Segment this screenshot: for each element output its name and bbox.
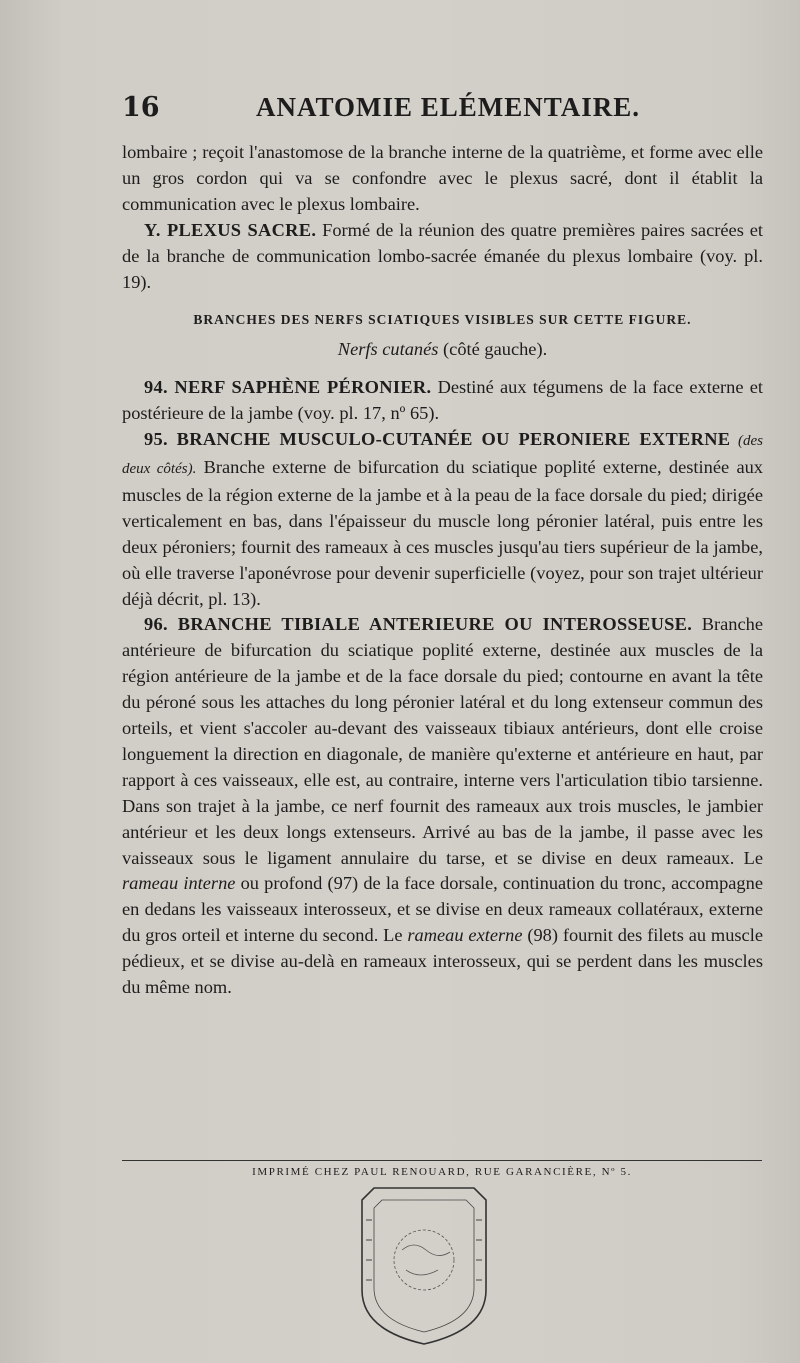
- entry-95-text: Branche externe de bifurcation du sciatique poplité externe, destinée aux muscles de la région externe de la jambe et à la peau de la face dorsale du pied; dirigée verticalement en bas, dans l'épaisseur du muscle long péronier latéral, puis entre les deux péroniers; fournit des rameaux à ces muscles jusqu'au tiers supérieur de la jambe, où elle traverse l'aponévrose pour devenir superficielle (voyez, pour son trajet ultérieur déjà décrit, pl. 13).: [122, 456, 763, 609]
- entry-96-text-c: (98) fournit des filets au muscle pédieux, et se divise au-delà en rameaux interosseux, qui se perdent dans les muscles du même nom.: [122, 925, 763, 998]
- subheading-rest: (côté gauche).: [438, 339, 548, 360]
- entry-96-italic-1: rameau interne: [122, 873, 236, 894]
- intro-paragraph: lombaire ; reçoit l'anastomose de la branche interne de la quatrième, et forme avec elle un gros cordon qui va se confondre avec le plexus sacré, dont il établit la communication avec le plexus lombaire.: [122, 142, 763, 214]
- plexus-label: Y. PLEXUS SACRE.: [144, 219, 317, 240]
- section-subheading: [122, 337, 763, 363]
- entry-96-text-a: Branche antérieure de bifurcation du sciatique poplité externe, destinée aux muscles de la région antérieure de la jambe et de la face dorsale du pied; contourne en avant la tête du péroné sous les attaches du long péronier latéral et du long extenseur commun des orteils, et vient s'accoler au-devant des vaisseaux tibiaux antérieurs, dont elle croise longuement la direction en diagonale, de manière qu'externe et antérieure en haut, par rapport à ces vaisseaux, elle est, au contraire, interne vers l'articulation tibio tarsienne. Dans son trajet à la jambe, ce nerf fournit des rameaux aux trois muscles, le jambier antérieur et les deux longs extenseurs. Arrivé au bas de la jambe, il passe avec les vaisseaux sous le ligament annulaire du tarse, et se divise en deux rameaux. Le: [122, 614, 763, 868]
- entry-95-note: (des deux côtés).: [122, 433, 763, 477]
- library-stamp-icon: [354, 1180, 494, 1348]
- body-text: [122, 140, 763, 1001]
- printer-imprint: IMPRIMÉ CHEZ PAUL RENOUARD, RUE GARANCIÈRE, Nº 5.: [252, 1166, 632, 1178]
- entry-94-text: Destiné aux tégumens de la face externe et postérieure de la jambe (voy. pl. 17, nº 65).: [122, 377, 763, 424]
- entry-94: [122, 375, 763, 427]
- plexus-paragraph: [122, 218, 763, 296]
- entry-96-text-b: ou profond (97) de la face dorsale, continuation du tronc, accompagne en dedans les vaisseaux interosseux, et se divise en deux rameaux collatéraux, externe du gros orteil et interne du second. Le: [122, 873, 763, 946]
- entry-94-label: 94. NERF SAPHÈNE PÉRONIER.: [144, 377, 432, 398]
- entry-95: [122, 427, 763, 612]
- subheading-italic: Nerfs cutanés: [337, 339, 439, 360]
- page-header: [122, 92, 662, 132]
- entry-96: [122, 612, 763, 1001]
- plexus-text: Formé de la réunion des quatre premières paires sacrées et de la branche de communication lombo-sacrée émanée du plexus lombaire (voy. pl. 19).: [122, 219, 763, 292]
- entry-95-label: 95. BRANCHE MUSCULO-CUTANÉE OU PERONIERE EXTERNE: [144, 429, 731, 450]
- footer-rule: [122, 1160, 762, 1161]
- section-heading: BRANCHES DES NERFS SCIATIQUES VISIBLES SUR CETTE FIGURE.: [193, 312, 692, 328]
- entry-96-label: 96. BRANCHE TIBIALE ANTERIEURE OU INTEROSSEUSE.: [144, 614, 693, 635]
- running-title: ANATOMIE ELÉMENTAIRE.: [256, 92, 641, 122]
- entry-96-italic-2: rameau externe: [407, 925, 523, 946]
- page-number: 16: [122, 92, 160, 123]
